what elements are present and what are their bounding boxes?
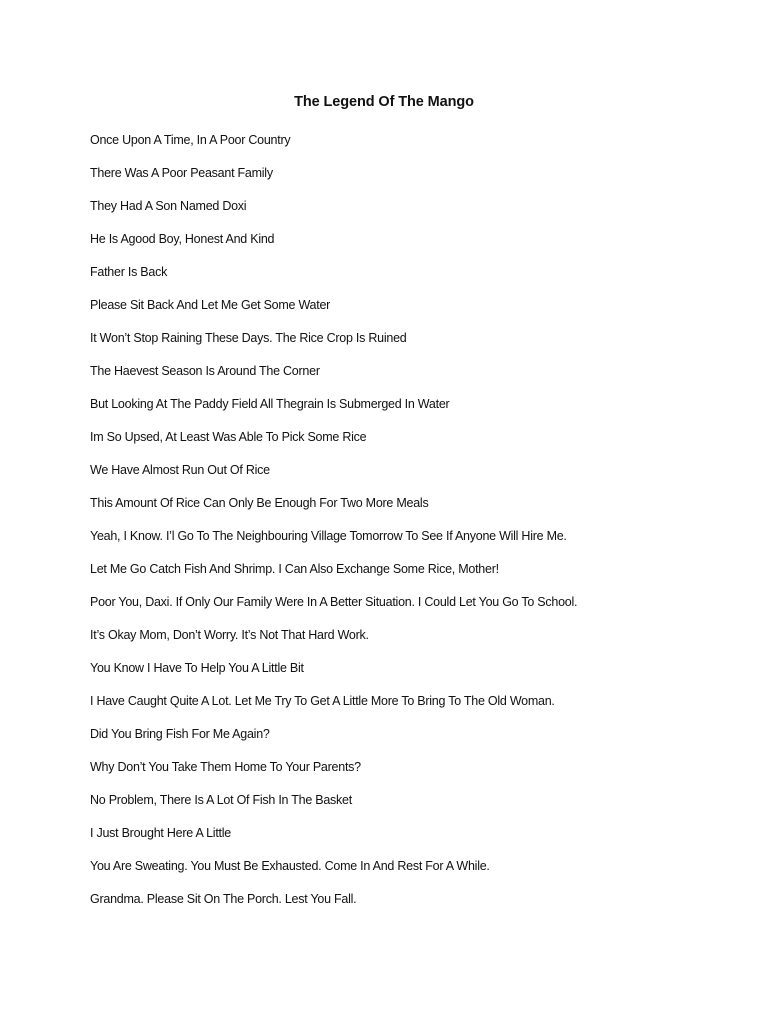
- story-line: But Looking At The Paddy Field All Thegrain Is Submerged In Water: [90, 397, 450, 411]
- story-line: Father Is Back: [90, 265, 168, 279]
- story-line: Poor You, Daxi. If Only Our Family Were In A Better Situation. I Could Let You Go To School.: [90, 595, 578, 609]
- story-lines: [90, 131, 730, 923]
- story-line: The Haevest Season Is Around The Corner: [90, 364, 320, 378]
- story-line: Please Sit Back And Let Me Get Some Water: [90, 298, 331, 312]
- story-line: This Amount Of Rice Can Only Be Enough For Two More Meals: [90, 496, 429, 510]
- story-line: There Was A Poor Peasant Family: [90, 166, 273, 180]
- story-line: We Have Almost Run Out Of Rice: [90, 463, 270, 477]
- story-line: It’s Okay Mom, Don’t Worry. It’s Not That Hard Work.: [90, 628, 369, 642]
- story-line: It Won’t Stop Raining These Days. The Rice Crop Is Ruined: [90, 331, 407, 345]
- story-line: You Are Sweating. You Must Be Exhausted. Come In And Rest For A While.: [90, 859, 490, 873]
- story-line: Yeah, I Know. I’l Go To The Neighbouring Village Tomorrow To See If Anyone Will Hire Me.: [90, 529, 567, 543]
- story-line: No Problem, There Is A Lot Of Fish In The Basket: [90, 793, 352, 807]
- story-line: Why Don’t You Take Them Home To Your Parents?: [90, 760, 361, 774]
- story-line: I Just Brought Here A Little: [90, 826, 231, 840]
- story-line: Let Me Go Catch Fish And Shrimp. I Can Also Exchange Some Rice, Mother!: [90, 562, 499, 576]
- story-line: I Have Caught Quite A Lot. Let Me Try To Get A Little More To Bring To The Old Woman.: [90, 694, 555, 708]
- story-line: Grandma. Please Sit On The Porch. Lest You Fall.: [90, 892, 357, 906]
- story-line: Once Upon A Time, In A Poor Country: [90, 133, 291, 147]
- story-line: He Is Agood Boy, Honest And Kind: [90, 232, 275, 246]
- document-title: The Legend Of The Mango: [294, 94, 474, 110]
- story-line: Did You Bring Fish For Me Again?: [90, 727, 270, 741]
- story-line: You Know I Have To Help You A Little Bit: [90, 661, 304, 675]
- story-line: Im So Upsed, At Least Was Able To Pick Some Rice: [90, 430, 367, 444]
- story-line: They Had A Son Named Doxi: [90, 199, 247, 213]
